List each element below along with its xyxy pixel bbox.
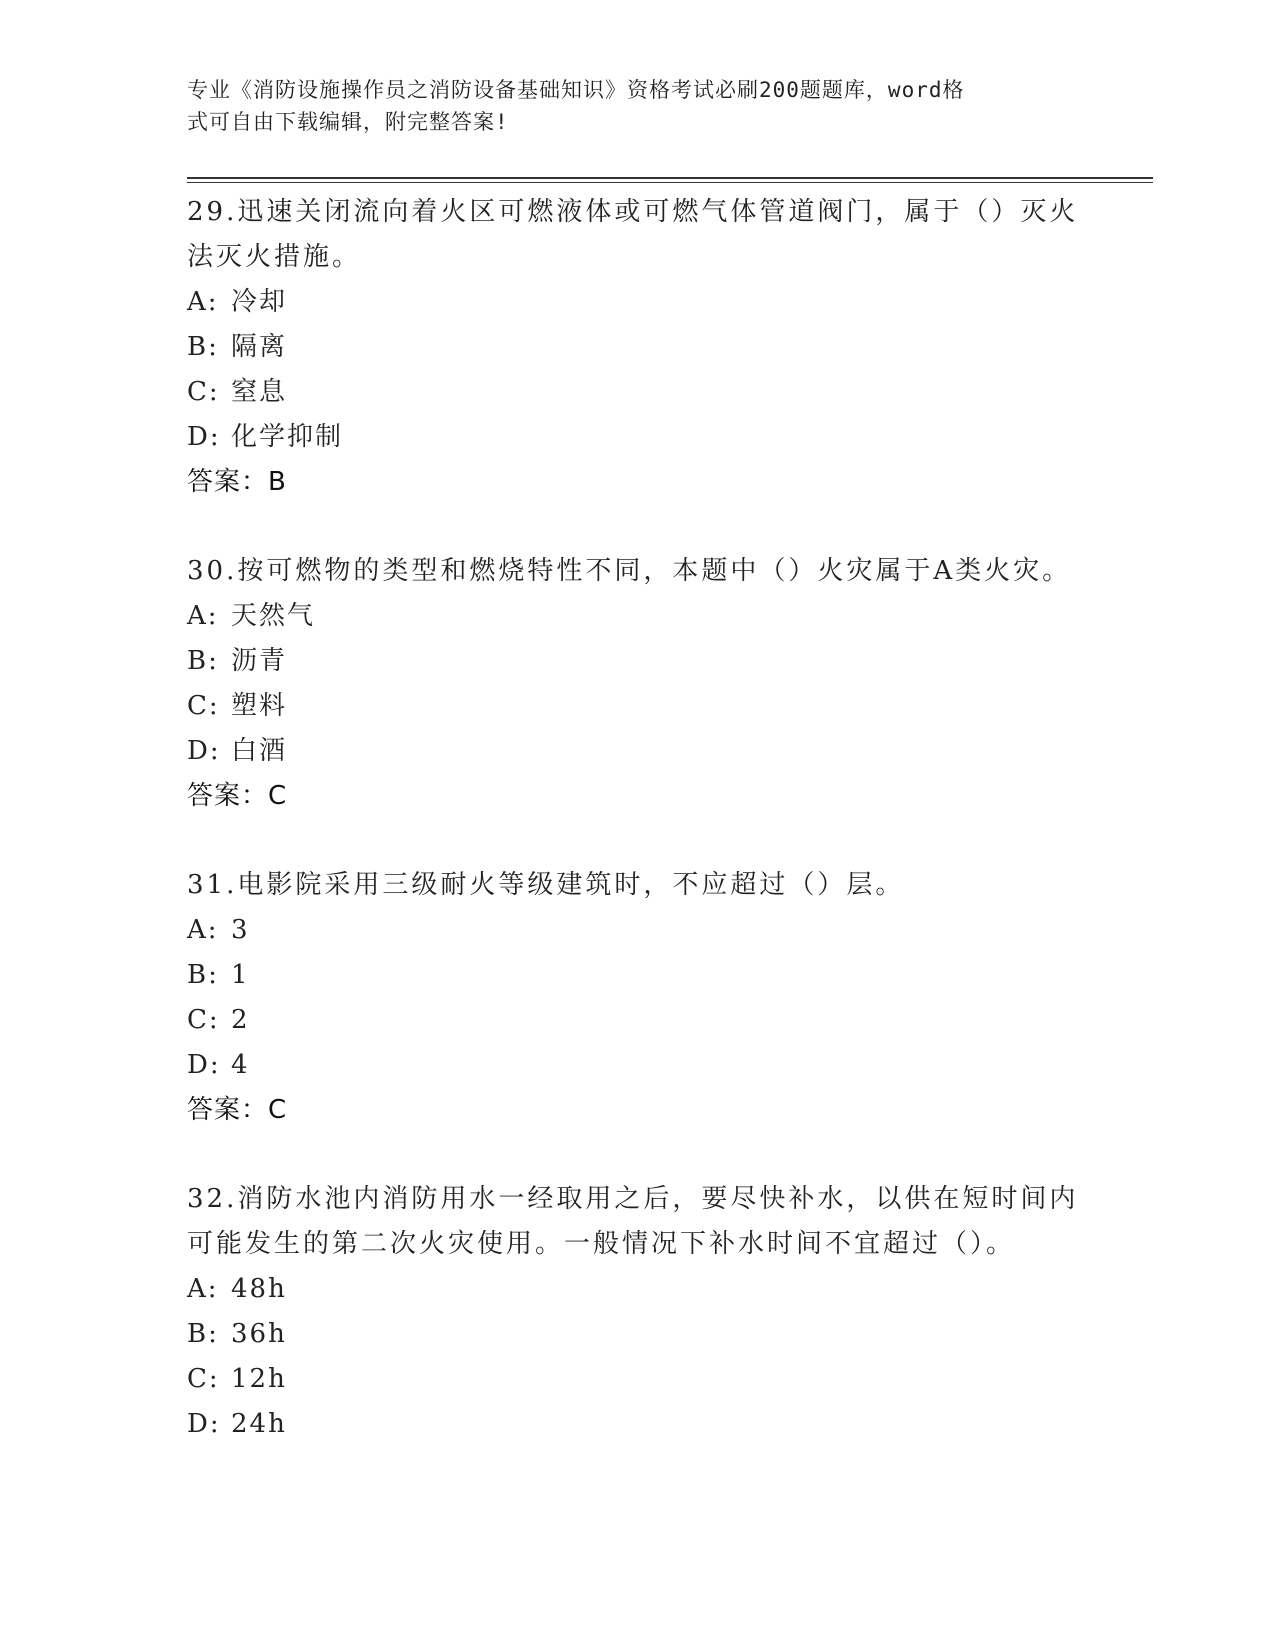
option-label: D: xyxy=(187,736,221,766)
option-a xyxy=(187,594,1087,639)
option-c xyxy=(187,370,1087,415)
question-stem xyxy=(187,1177,1087,1267)
option-text: 2 xyxy=(231,1005,250,1035)
option-text: 24h xyxy=(231,1409,287,1439)
question-32 xyxy=(187,1177,1087,1447)
question-30 xyxy=(187,549,1087,819)
option-a xyxy=(187,280,1087,325)
question-stem xyxy=(187,863,1087,908)
option-label: B: xyxy=(187,960,219,990)
header-line-1: 专业《消防设施操作员之消防设备基础知识》资格考试必刷200题题库，word格 xyxy=(187,78,965,102)
option-a xyxy=(187,908,1087,953)
question-stem-line: 可能发生的第二次火灾使用。一般情况下补水时间不宜超过（）。 xyxy=(187,1229,1016,1259)
option-text: 窒息 xyxy=(231,377,288,407)
option-b xyxy=(187,1312,1087,1357)
question-stem-line: 31.电影院采用三级耐火等级建筑时，不应超过（）层。 xyxy=(187,870,905,900)
question-stem-line: 法灭火措施。 xyxy=(187,242,362,272)
question-stem-line: 30.按可燃物的类型和燃烧特性不同，本题中（）火灾属于A类火灾。 xyxy=(187,556,1072,586)
question-stem xyxy=(187,549,1087,594)
option-text: 隔离 xyxy=(231,332,288,362)
option-label: C: xyxy=(187,377,220,407)
option-text: 沥青 xyxy=(231,646,288,676)
question-31 xyxy=(187,863,1087,1133)
option-text: 36h xyxy=(231,1319,287,1349)
option-label: D: xyxy=(187,422,221,452)
document-header xyxy=(187,74,1067,138)
option-label: A: xyxy=(187,1274,219,1304)
option-d xyxy=(187,415,1087,460)
answer-line: 答案：B xyxy=(187,467,287,497)
option-label: D: xyxy=(187,1409,221,1439)
question-stem-line: 29.迅速关闭流向着火区可燃液体或可燃气体管道阀门，属于（）灭火 xyxy=(187,197,1079,227)
option-b xyxy=(187,325,1087,370)
option-c xyxy=(187,998,1087,1043)
option-d xyxy=(187,1402,1087,1447)
option-c xyxy=(187,1357,1087,1402)
option-label: C: xyxy=(187,1364,220,1394)
option-text: 冷却 xyxy=(231,287,288,317)
header-divider-thick xyxy=(187,177,1153,179)
question-stem-line: 32.消防水池内消防用水一经取用之后，要尽快补水，以供在短时间内 xyxy=(187,1184,1079,1214)
header-divider-thin xyxy=(187,182,1153,183)
question-29 xyxy=(187,190,1087,505)
option-text: 1 xyxy=(231,960,250,990)
option-d xyxy=(187,729,1087,774)
option-text: 化学抑制 xyxy=(231,422,344,452)
option-text: 4 xyxy=(231,1050,250,1080)
option-text: 12h xyxy=(231,1364,287,1394)
option-label: B: xyxy=(187,1319,219,1349)
option-b xyxy=(187,639,1087,684)
question-stem xyxy=(187,190,1087,280)
option-a xyxy=(187,1267,1087,1312)
option-text: 天然气 xyxy=(231,601,316,631)
option-label: C: xyxy=(187,691,220,721)
option-label: D: xyxy=(187,1050,221,1080)
question-list xyxy=(187,188,1087,1491)
option-label: B: xyxy=(187,332,219,362)
option-c xyxy=(187,684,1087,729)
option-b xyxy=(187,953,1087,998)
option-d xyxy=(187,1043,1087,1088)
option-label: A: xyxy=(187,915,219,945)
option-text: 塑料 xyxy=(231,691,288,721)
header-line-2: 式可自由下载编辑，附完整答案! xyxy=(187,110,509,134)
option-label: C: xyxy=(187,1005,220,1035)
answer-line: 答案：C xyxy=(187,781,288,811)
option-label: B: xyxy=(187,646,219,676)
option-text: 3 xyxy=(231,915,250,945)
option-text: 48h xyxy=(231,1274,287,1304)
option-label: A: xyxy=(187,287,219,317)
option-label: A: xyxy=(187,601,219,631)
answer-line: 答案：C xyxy=(187,1095,288,1125)
option-text: 白酒 xyxy=(231,736,288,766)
